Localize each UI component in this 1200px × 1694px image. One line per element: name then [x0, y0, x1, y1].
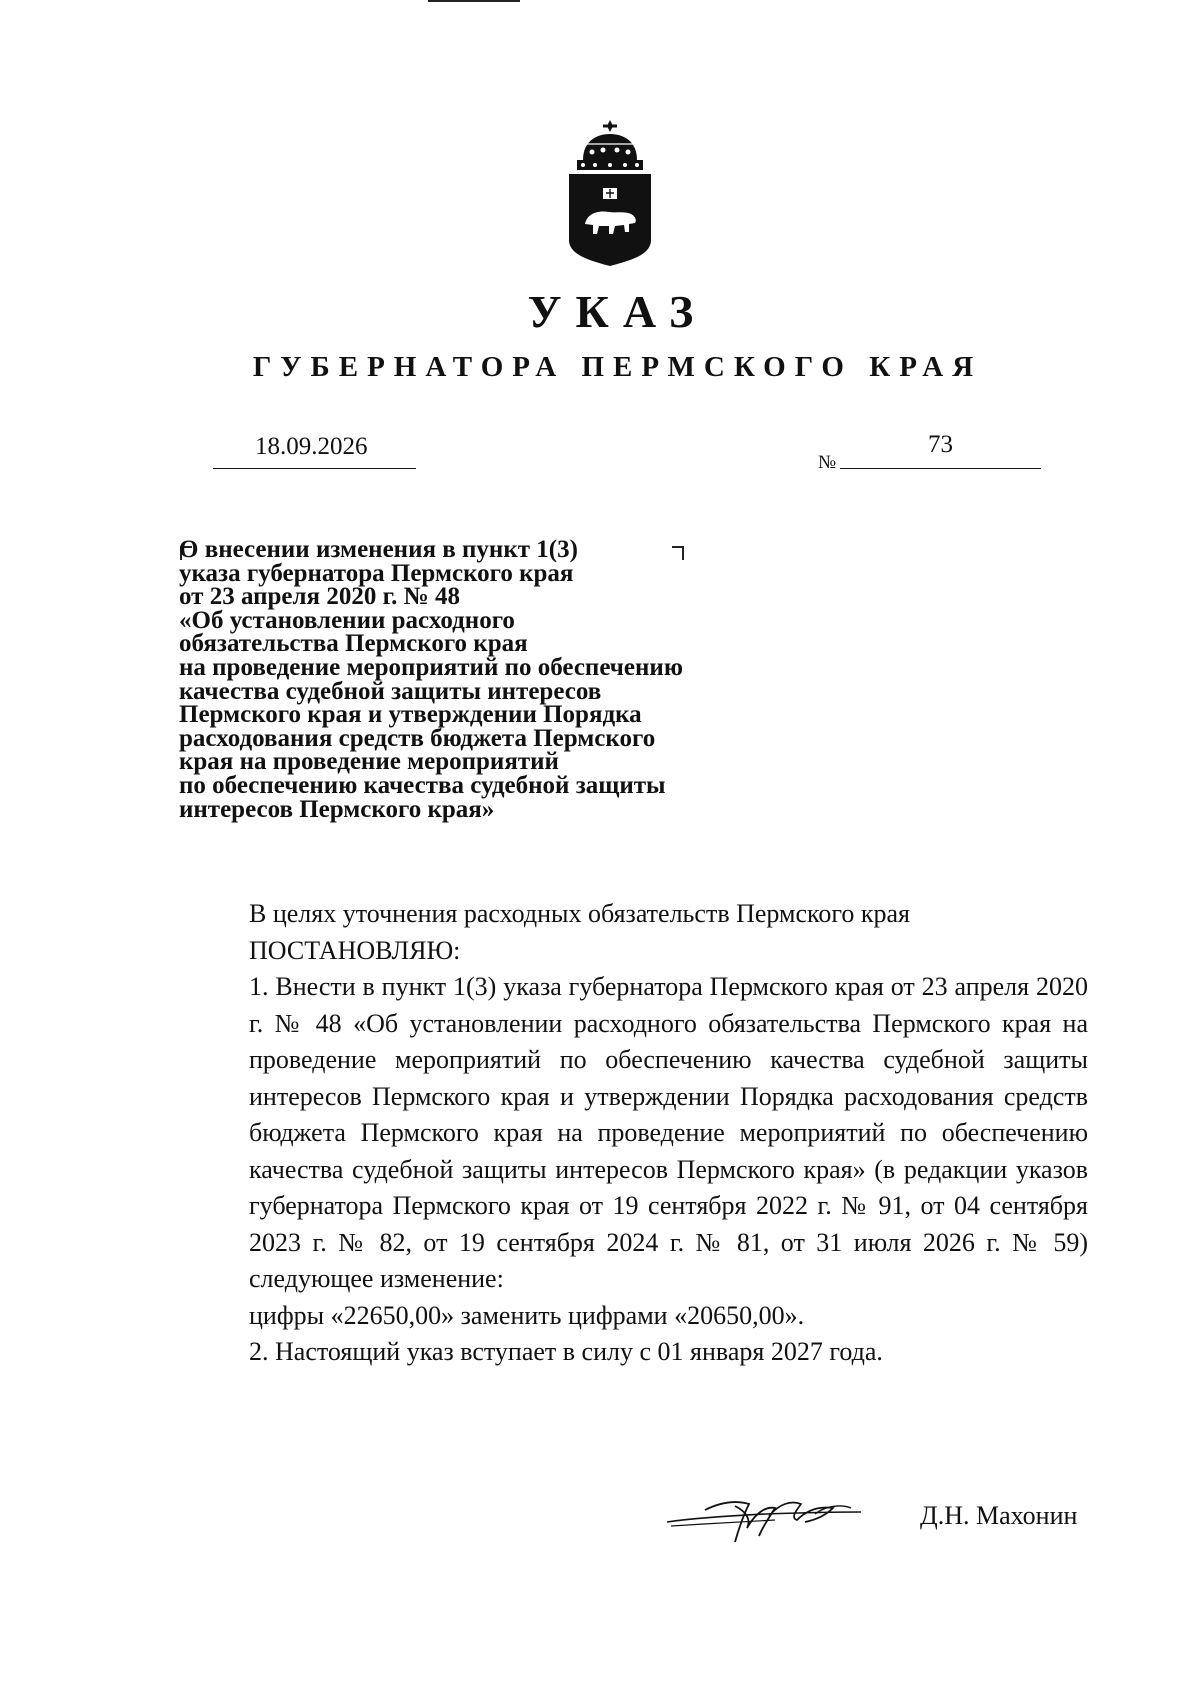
heading-line: О внесении изменения в пункт 1(3)	[179, 536, 578, 563]
signer-name: Д.Н. Махонин	[920, 1501, 1078, 1530]
clause-1-change: цифры «22650,00» заменить цифрами «20650,00».	[249, 1300, 805, 1330]
heading-line: от 23 апреля 2020 г. № 48	[179, 583, 460, 611]
clause-1: 1. Внести в пункт 1(3) указа губернатора Пермского края от 23 апреля 2020 г. № 48 «Об установлении расходного обязательства Пермского края на проведение мероприятий по обеспечению качества судебной защиты интересов Пермского края и утверждении Порядка расходования средств бюджета Пермского края на проведение мероприятий по обеспечению качества судебной защиты интересов Пермского края» (в редакции указов губернатора Пермского края от 19 сентября 2022 г. № 91, от 04 сентября 2023 г. № 82, от 19 сентября 2024 г. № 81, от 31 июля 2026 г. № 59) следующее изменение:	[249, 972, 1088, 1293]
heading-line: указа губернатора Пермского края	[179, 559, 574, 587]
signature-icon	[665, 1492, 865, 1547]
heading-line: обязательства Пермского края	[179, 630, 528, 658]
document-title: УКАЗ	[527, 286, 708, 337]
decree-body	[179, 896, 1088, 1371]
number-sign: №	[818, 452, 837, 473]
number-underline	[840, 468, 1041, 469]
decree-number: 73	[928, 431, 953, 458]
decree-date: 18.09.2026	[255, 433, 368, 460]
heading-line: на проведение мероприятий по обеспечению	[179, 653, 683, 681]
top-edge-rule	[428, 0, 520, 2]
heading-line: края на проведение мероприятий	[179, 748, 559, 776]
heading-line: расходования средств бюджета Пермского	[179, 724, 656, 752]
heading-line: качества судебной защиты интересов	[179, 677, 602, 705]
heading-line: интересов Пермского края»	[179, 795, 495, 823]
heading-line: «Об установлении расходного	[179, 606, 515, 634]
date-underline	[213, 468, 416, 469]
preamble: В целях уточнения расходных обязательств Пермского края	[249, 899, 910, 928]
heading-line: по обеспечению качества судебной защиты	[179, 771, 666, 799]
decree-word: ПОСТАНОВЛЯЮ:	[249, 935, 461, 965]
coat-of-arms-icon	[563, 118, 657, 268]
document-subtitle: ГУБЕРНАТОРА ПЕРМСКОГО КРАЯ	[252, 351, 983, 383]
heading-line: Пермского края и утверждении Порядка	[179, 701, 642, 729]
clause-2: 2. Настоящий указ вступает в силу с 01 января 2027 года.	[249, 1337, 883, 1366]
decree-heading	[179, 538, 779, 821]
